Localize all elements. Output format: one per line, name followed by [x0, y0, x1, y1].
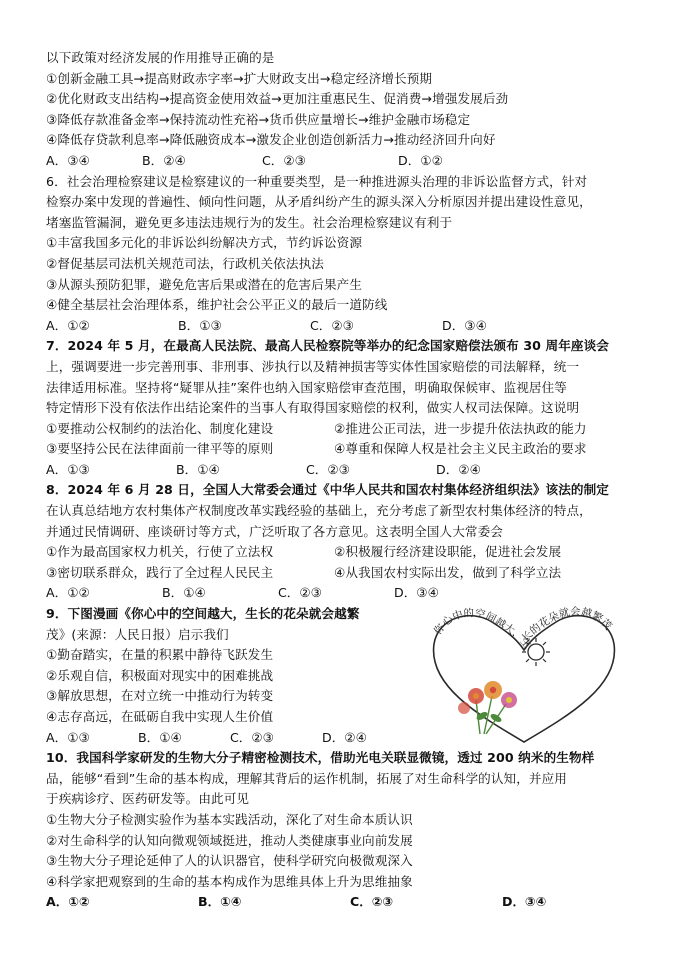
- q5-option-d[interactable]: D．①②: [398, 152, 443, 168]
- q9-item-1: ①勤奋踏实，在量的积累中静待飞跃发生: [46, 647, 274, 663]
- q10-item-1: ①生物大分子检测实验作为基本实践活动，深化了对生命本质认识: [46, 811, 413, 827]
- q5-option-a[interactable]: A．③④: [46, 152, 90, 168]
- q9-item-2: ②乐观自信，积极面对现实中的困难挑战: [46, 667, 274, 683]
- q5-stem: 以下政策对经济发展的作用推导正确的是: [46, 50, 275, 65]
- q6-option-b[interactable]: B．①③: [178, 317, 222, 333]
- q6-item-2: ②督促基层司法机关规范司法，行政机关依法执法: [46, 255, 324, 271]
- q5-item-3: ③降低存款准备金率→保持流动性充裕→货币供应量增长→维护金融市场稳定: [46, 111, 471, 127]
- q9-item-3: ③解放思想，在对立统一中推动行为转变: [46, 688, 274, 704]
- q6-option-a[interactable]: A．①②: [46, 317, 90, 333]
- q9-option-a[interactable]: A．①③: [46, 729, 90, 745]
- q10-stem-line-3: 于疾病诊疗、医药研发等。由此可见: [46, 791, 250, 807]
- q10-stem-line-1: 10．我国科学家研发的生物大分子精密检测技术，借助光电关联显微镜，透过 200 纳米的生物样: [46, 750, 595, 766]
- q6-item-1: ①丰富我国多元化的非诉讼纠纷解决方式，节约诉讼资源: [46, 235, 363, 251]
- q8-option-d[interactable]: D．③④: [394, 585, 439, 601]
- q10-item-2: ②对生命科学的认知向微观领域挺进，推动人类健康事业向前发展: [46, 832, 413, 848]
- question-10: [46, 748, 654, 913]
- q9-option-b[interactable]: B．①④: [138, 729, 182, 745]
- q5-item-4: ④降低存贷款利息率→降低融资成本→激发企业创造创新活力→推动经济回升向好: [46, 132, 496, 148]
- q7-option-a[interactable]: A．①③: [46, 461, 90, 477]
- q7-options: [46, 460, 654, 481]
- q7-stem-line-1: 7．2024 年 5 月，在最高人民法院、最高人民检察院等举办的纪念国家赔偿法颁布 30 周年座谈会: [46, 338, 609, 354]
- q8-item-1: ①作为最高国家权力机关，行使了立法权: [46, 544, 274, 560]
- q6-stem-line-1: 6．社会治理检察建议是检察建议的一种重要类型，是一种推进源头治理的非诉讼监督方式，针对: [46, 173, 588, 189]
- q9-stem-line-1: 9．下图漫画《你心中的空间越大，生长的花朵就会越繁: [46, 606, 360, 622]
- q6-item-4: ④健全基层社会治理体系，维护社会公平正义的最后一道防线: [46, 297, 388, 313]
- q10-item-3: ③生物大分子理论延伸了人的认识器官，使科学研究向极微观深入: [46, 853, 413, 869]
- q5-item-2: ②优化财政支出结构→提高资金使用效益→更加注重惠民生、促消费→增强发展后劲: [46, 91, 509, 107]
- q7-items-row-2: [46, 439, 654, 460]
- q8-item-4: ④从我国农村实际出发，做到了科学立法: [334, 564, 562, 580]
- q9-option-c[interactable]: C．②③: [230, 729, 274, 745]
- question-8: [46, 480, 654, 604]
- q8-item-3: ③密切联系群众，践行了全过程人民民主: [46, 564, 274, 580]
- q7-stem-line-2: 上，强调要进一步完善刑事、非刑事、涉执行以及精神损害等实体性国家赔偿的司法解释，统一: [46, 358, 580, 374]
- q7-item-4: ④尊重和保障人权是社会主义民主政治的要求: [334, 441, 587, 457]
- q10-option-a[interactable]: A．①②: [46, 894, 90, 910]
- q8-stem-line-3: 并通过民情调研、座谈研讨等方式，广泛听取了各方意见。这表明全国人大常委会: [46, 523, 503, 539]
- question-5: [46, 48, 654, 172]
- q7-stem-line-4: 特定情形下没有依法作出结论案件的当事人有取得国家赔偿的权利，做实人权司法保障。这说明: [46, 400, 580, 416]
- q10-option-b[interactable]: B．①④: [198, 894, 242, 910]
- cartoon-heart-illustration: [420, 604, 628, 750]
- q9-item-4: ④志存高远，在砥砺自我中实现人生价值: [46, 709, 274, 724]
- q6-item-3: ③从源头预防犯罪，避免危害后果或潜在的危害后果产生: [46, 276, 363, 292]
- q7-stem-line-3: 法律适用标准。坚持将“疑罪从挂”案件也纳入国家赔偿审查范围，明确取保候审、监视居住等: [46, 379, 567, 395]
- q7-item-2: ②推进公正司法，进一步提升依法执政的能力: [334, 420, 587, 436]
- q5-option-c[interactable]: C．②③: [262, 152, 306, 168]
- q10-options: [46, 892, 654, 913]
- q8-option-a[interactable]: A．①②: [46, 585, 90, 601]
- flower-bouquet-icon: [458, 681, 517, 734]
- q10-option-d[interactable]: D．③④: [502, 894, 547, 910]
- q8-stem-line-2: 在认真总结地方农村集体产权制度改革实践经验的基础上，充分考虑了新型农村集体经济的特点，: [46, 503, 592, 519]
- question-6: [46, 172, 654, 337]
- q6-option-d[interactable]: D．③④: [442, 317, 487, 333]
- q8-stem-line-1: 8．2024 年 6 月 28 日，全国人大常委会通过《中华人民共和国农村集体经济组织法》该法的制定: [46, 482, 609, 498]
- q8-items-row-1: [46, 542, 654, 563]
- q8-items-row-2: [46, 563, 654, 584]
- q7-item-3: ③要坚持公民在法律面前一律平等的原则: [46, 441, 274, 457]
- q10-option-c[interactable]: C．②③: [350, 894, 394, 910]
- q5-item-1: ①创新金融工具→提高财政赤字率→扩大财政支出→稳定经济增长预期: [46, 70, 433, 86]
- q8-option-b[interactable]: B．①④: [162, 585, 206, 601]
- cartoon-caption: 你心中的空间越大，生长的花朵就会越繁茂: [431, 605, 615, 652]
- q6-stem-line-3: 堵塞监管漏洞，避免更多违法违规行为的发生。社会治理检察建议有利于: [46, 214, 453, 230]
- q6-option-c[interactable]: C．②③: [310, 317, 354, 333]
- q7-items-row-1: [46, 419, 654, 440]
- q7-option-c[interactable]: C．②③: [306, 461, 350, 477]
- q7-option-d[interactable]: D．②④: [436, 461, 481, 477]
- q6-options: [46, 316, 654, 337]
- q10-item-4: ④科学家把观察到的生命的基本构成作为思维具体上升为思维抽象: [46, 873, 413, 889]
- question-7: [46, 336, 654, 480]
- q5-options: [46, 151, 654, 172]
- q8-option-c[interactable]: C．②③: [278, 585, 322, 601]
- q7-item-1: ①要推动公权制约的法治化、制度化建设: [46, 420, 274, 436]
- q8-options: [46, 583, 654, 604]
- q8-item-2: ②积极履行经济建设职能，促进社会发展: [334, 544, 562, 560]
- q5-option-b[interactable]: B．②④: [142, 152, 186, 168]
- q9-stem-line-2: 茂》(来源：人民日报）启示我们: [46, 626, 229, 642]
- q10-stem-line-2: 品，能够“看到”生命的基本构成，理解其背后的运作机制，拓展了对生命科学的认知，并应用: [46, 770, 567, 786]
- q9-option-d[interactable]: D．②④: [322, 729, 367, 745]
- q6-stem-line-2: 检察办案中发现的普遍性、倾向性问题，从矛盾纠纷产生的源头深入分析原因并提出建设性意见，: [46, 194, 592, 210]
- q7-option-b[interactable]: B．①④: [176, 461, 220, 477]
